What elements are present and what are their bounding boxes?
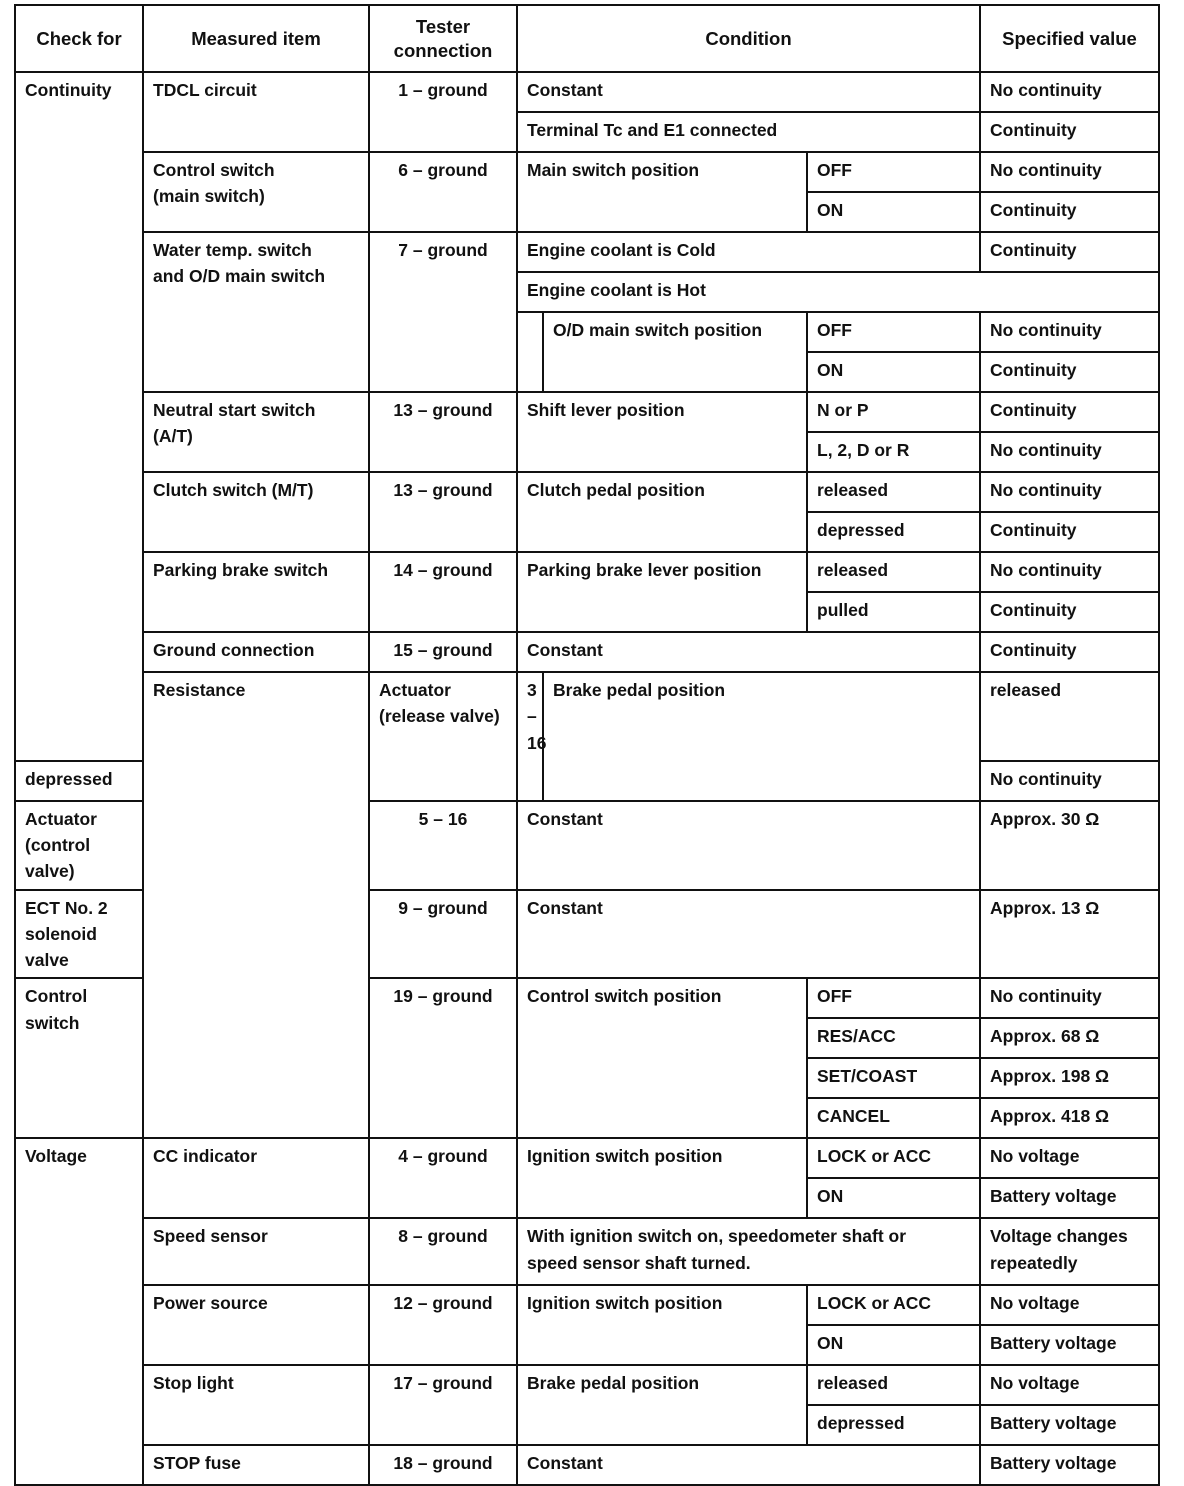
specified-value: No voltage bbox=[980, 1138, 1159, 1178]
condition-option: N or P bbox=[807, 392, 980, 432]
tester-connection: 6 – ground bbox=[369, 152, 517, 232]
condition-option: released bbox=[807, 1365, 980, 1405]
table-row bbox=[15, 552, 1159, 592]
condition: Clutch pedal position bbox=[517, 472, 807, 552]
measured-item: Neutral start switch (A/T) bbox=[143, 392, 369, 472]
tester-connection: 18 – ground bbox=[369, 1445, 517, 1485]
tester-connection: 15 – ground bbox=[369, 632, 517, 672]
inspection-table bbox=[14, 4, 1160, 1486]
condition: Constant bbox=[517, 1445, 980, 1485]
tester-connection: 13 – ground bbox=[369, 472, 517, 552]
table-row bbox=[15, 1445, 1159, 1485]
measured-item: ECT No. 2 solenoid valve bbox=[15, 890, 143, 979]
header-tester-connection: Tester connection bbox=[369, 5, 517, 72]
condition-option: ON bbox=[807, 192, 980, 232]
specified-value: Continuity bbox=[980, 232, 1159, 272]
condition-option: LOCK or ACC bbox=[807, 1285, 980, 1325]
tester-connection: 3 – 16 bbox=[517, 672, 543, 801]
specified-value: Approx. 198 Ω bbox=[980, 1058, 1159, 1098]
tester-connection: 19 – ground bbox=[369, 978, 517, 1138]
measured-item: Actuator (release valve) bbox=[369, 672, 517, 801]
table-row bbox=[15, 472, 1159, 512]
table-row bbox=[15, 1218, 1159, 1285]
condition-option: OFF bbox=[807, 978, 980, 1018]
tester-connection: 14 – ground bbox=[369, 552, 517, 632]
table-row bbox=[15, 1365, 1159, 1405]
specified-value: Battery voltage bbox=[980, 1405, 1159, 1445]
table-row bbox=[15, 232, 1159, 272]
condition-option: L, 2, D or R bbox=[807, 432, 980, 472]
specified-value: No continuity bbox=[980, 72, 1159, 112]
specified-value: No voltage bbox=[980, 1365, 1159, 1405]
specified-value: No continuity bbox=[980, 552, 1159, 592]
condition: Constant bbox=[517, 801, 980, 890]
specified-value: Battery voltage bbox=[980, 1325, 1159, 1365]
tester-connection: 12 – ground bbox=[369, 1285, 517, 1365]
group-resistance: Resistance bbox=[143, 672, 369, 1138]
specified-value: Approx. 68 Ω bbox=[980, 1018, 1159, 1058]
measured-item: Speed sensor bbox=[143, 1218, 369, 1285]
specified-value: Approx. 13 Ω bbox=[980, 890, 1159, 979]
measured-item: TDCL circuit bbox=[143, 72, 369, 152]
condition: Constant bbox=[517, 72, 980, 112]
specified-value: No continuity bbox=[980, 432, 1159, 472]
header-specified-value: Specified value bbox=[980, 5, 1159, 72]
condition-option: SET/COAST bbox=[807, 1058, 980, 1098]
specified-value: Battery voltage bbox=[980, 1178, 1159, 1218]
table-row bbox=[15, 72, 1159, 112]
condition-option: CANCEL bbox=[807, 1098, 980, 1138]
tester-connection: 8 – ground bbox=[369, 1218, 517, 1285]
table-row bbox=[15, 152, 1159, 192]
condition-option: depressed bbox=[807, 512, 980, 552]
tester-connection: 5 – 16 bbox=[369, 801, 517, 890]
condition-option: RES/ACC bbox=[807, 1018, 980, 1058]
specified-value: Continuity bbox=[980, 352, 1159, 392]
measured-item: Stop light bbox=[143, 1365, 369, 1445]
condition: Constant bbox=[517, 632, 980, 672]
specified-value: Continuity bbox=[980, 192, 1159, 232]
header-condition: Condition bbox=[517, 5, 980, 72]
condition: O/D main switch position bbox=[543, 312, 807, 392]
specified-value: Continuity bbox=[980, 512, 1159, 552]
condition: Engine coolant is Cold bbox=[517, 232, 980, 272]
specified-value: Continuity bbox=[980, 592, 1159, 632]
condition-option: pulled bbox=[807, 592, 980, 632]
condition: Ignition switch position bbox=[517, 1138, 807, 1218]
condition: Terminal Tc and E1 connected bbox=[517, 112, 980, 152]
table-row bbox=[15, 1138, 1159, 1178]
condition-option: depressed bbox=[807, 1405, 980, 1445]
table-row bbox=[15, 1285, 1159, 1325]
tester-connection: 17 – ground bbox=[369, 1365, 517, 1445]
group-voltage: Voltage bbox=[15, 1138, 143, 1485]
tester-connection: 13 – ground bbox=[369, 392, 517, 472]
specified-value: Approx. 418 Ω bbox=[980, 1098, 1159, 1138]
specified-value: Continuity bbox=[980, 632, 1159, 672]
measured-item: CC indicator bbox=[143, 1138, 369, 1218]
header-check-for: Check for bbox=[15, 5, 143, 72]
specified-value: No continuity bbox=[980, 472, 1159, 512]
condition-option: ON bbox=[807, 352, 980, 392]
specified-value: No continuity bbox=[980, 312, 1159, 352]
measured-item: Ground connection bbox=[143, 632, 369, 672]
measured-item: Control switch (main switch) bbox=[143, 152, 369, 232]
measured-item: Water temp. switch and O/D main switch bbox=[143, 232, 369, 392]
condition: Control switch position bbox=[517, 978, 807, 1138]
condition-indent bbox=[517, 312, 543, 392]
condition-option: released bbox=[980, 672, 1159, 761]
condition: Main switch position bbox=[517, 152, 807, 232]
specified-value: Approx. 30 Ω bbox=[980, 801, 1159, 890]
tester-connection: 9 – ground bbox=[369, 890, 517, 979]
condition: Ignition switch position bbox=[517, 1285, 807, 1365]
specified-value: No continuity bbox=[980, 761, 1159, 801]
condition-option: depressed bbox=[15, 761, 143, 801]
table-row bbox=[15, 672, 1159, 761]
condition: Constant bbox=[517, 890, 980, 979]
group-continuity: Continuity bbox=[15, 72, 143, 761]
tester-connection: 7 – ground bbox=[369, 232, 517, 392]
tester-connection: 4 – ground bbox=[369, 1138, 517, 1218]
specified-value: Voltage changes repeatedly bbox=[980, 1218, 1159, 1285]
condition: Engine coolant is Hot bbox=[517, 272, 1159, 312]
condition-option: OFF bbox=[807, 312, 980, 352]
measured-item: Actuator (control valve) bbox=[15, 801, 143, 890]
tester-connection: 1 – ground bbox=[369, 72, 517, 152]
specified-value: Battery voltage bbox=[980, 1445, 1159, 1485]
condition: Shift lever position bbox=[517, 392, 807, 472]
measured-item: Power source bbox=[143, 1285, 369, 1365]
specified-value: No continuity bbox=[980, 152, 1159, 192]
header-measured-item: Measured item bbox=[143, 5, 369, 72]
measured-item: Control switch bbox=[15, 978, 143, 1138]
measured-item: Clutch switch (M/T) bbox=[143, 472, 369, 552]
condition-option: LOCK or ACC bbox=[807, 1138, 980, 1178]
condition: With ignition switch on, speedometer shaft or speed sensor shaft turned. bbox=[517, 1218, 980, 1285]
condition: Brake pedal position bbox=[517, 1365, 807, 1445]
specified-value: No continuity bbox=[980, 978, 1159, 1018]
table-row bbox=[15, 392, 1159, 432]
specified-value: No voltage bbox=[980, 1285, 1159, 1325]
specified-value: Continuity bbox=[980, 392, 1159, 432]
condition-option: released bbox=[807, 472, 980, 512]
condition: Brake pedal position bbox=[543, 672, 980, 801]
measured-item: Parking brake switch bbox=[143, 552, 369, 632]
condition: Parking brake lever position bbox=[517, 552, 807, 632]
condition-option: ON bbox=[807, 1178, 980, 1218]
condition-option: released bbox=[807, 552, 980, 592]
measured-item: STOP fuse bbox=[143, 1445, 369, 1485]
header-row bbox=[15, 5, 1159, 72]
table-row bbox=[15, 632, 1159, 672]
specified-value: Continuity bbox=[980, 112, 1159, 152]
condition-option: ON bbox=[807, 1325, 980, 1365]
condition-option: OFF bbox=[807, 152, 980, 192]
